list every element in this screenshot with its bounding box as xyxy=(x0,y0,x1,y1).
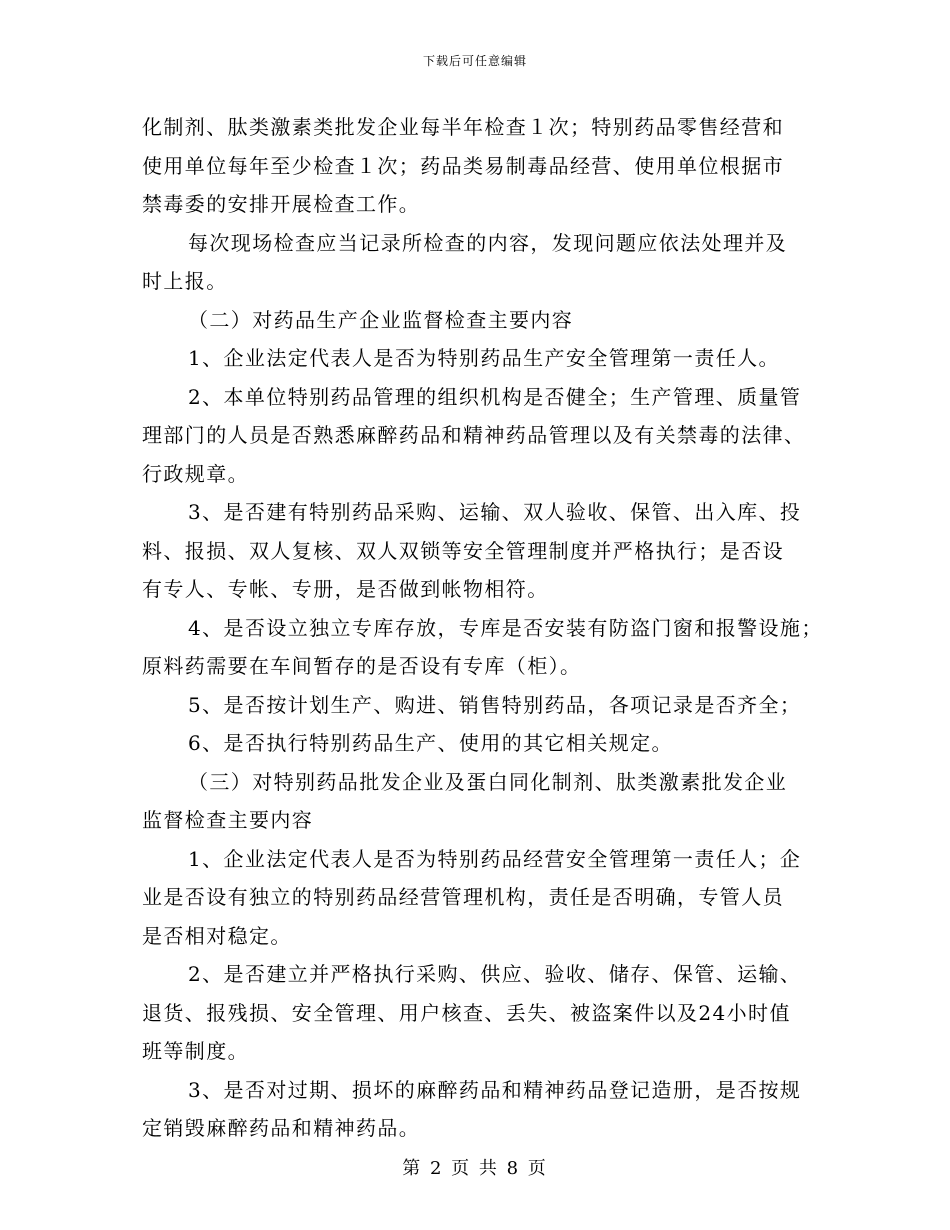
text-line: （三）对特别药品批发企业及蛋白同化制剂、肽类激素批发企业 xyxy=(188,769,788,794)
page-footer: 第 2 页 共 8 页 xyxy=(402,1158,548,1179)
text-line: 2、本单位特别药品管理的组织机构是否健全；生产管理、质量管 xyxy=(188,384,802,409)
text-line: 禁毒委的安排开展检查工作。 xyxy=(142,192,421,216)
text-line: 2、是否建立并严格执行采购、供应、验收、储存、保管、运输、 xyxy=(188,962,802,986)
text-line: 1、企业法定代表人是否为特别药品生产安全管理第一责任人。 xyxy=(188,346,780,370)
text-line: 3、是否对过期、损坏的麻醉药品和精神药品登记造册，是否按规 xyxy=(188,1077,802,1102)
text-line: 是否相对稳定。 xyxy=(142,923,292,948)
text-line: 每次现场检查应当记录所检查的内容，发现问题应依法处理并及 xyxy=(188,230,788,255)
text-line: 定销毁麻醉药品和精神药品。 xyxy=(142,1116,421,1140)
text-line: 5、是否按计划生产、购进、销售特别药品，各项记录是否齐全； xyxy=(188,692,802,717)
document-body xyxy=(142,108,823,1148)
text-line: 行政规章。 xyxy=(142,461,249,486)
page-header: 下载后可任意编辑 xyxy=(422,54,527,68)
text-line: 使用单位每年至少检查１次；药品类易制毒品经营、使用单位根据市 xyxy=(142,153,784,178)
text-line: 原料药需要在车间暂存的是否设有专库（柜）。 xyxy=(142,654,582,678)
text-line: 监督检查主要内容 xyxy=(142,808,314,832)
text-line: 时上报。 xyxy=(142,269,228,293)
text-line: 6、是否执行特别药品生产、使用的其它相关规定。 xyxy=(188,731,673,755)
text-line: 4、是否设立独立专库存放，专库是否安装有防盗门窗和报警设施； xyxy=(188,615,823,640)
text-line: 理部门的人员是否熟悉麻醉药品和精神药品管理以及有关禁毒的法律、 xyxy=(142,423,806,447)
text-line: 退货、报残损、安全管理、用户核查、丢失、被盗案件以及24小时值 xyxy=(142,1000,791,1025)
text-line: 化制剂、肽类激素类批发企业每半年检查１次；特别药品零售经营和 xyxy=(142,115,784,139)
text-line: 业是否设有独立的特别药品经营管理机构，责任是否明确，专管人员 xyxy=(142,885,784,909)
text-line: 1、企业法定代表人是否为特别药品经营安全管理第一责任人；企 xyxy=(188,846,802,871)
text-line: 班等制度。 xyxy=(142,1039,249,1063)
text-line: 3、是否建有特别药品采购、运输、双人验收、保管、出入库、投 xyxy=(188,500,802,524)
text-line: （二）对药品生产企业监督检查主要内容 xyxy=(188,307,574,332)
text-line: 有专人、专帐、专册，是否做到帐物相符。 xyxy=(142,577,549,601)
text-line: 料、报损、双人复核、双人双锁等安全管理制度并严格执行；是否设 xyxy=(142,538,784,563)
